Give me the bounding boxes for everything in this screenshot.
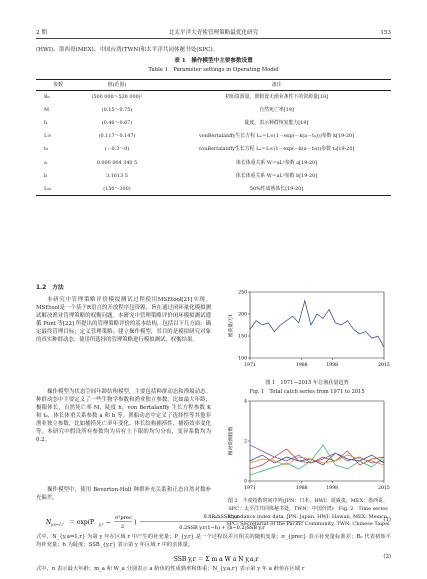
equation-1	[36, 510, 391, 532]
eq1-denominator: 0.2SSB y,r(1−h) + (h−0.2)SSB y,r	[179, 525, 265, 531]
issue-number: 2 期	[36, 30, 47, 36]
table-cell: B₀	[44, 93, 50, 100]
table-cell: 初始资源量，即假设无渔业条件下的资源量[18]	[225, 93, 328, 100]
x-tick-label: 1998	[326, 486, 339, 491]
figure1-caption-en: Fig. 1 Total catch series from 1971 to 2015	[249, 389, 365, 395]
eq1-equals: ＝ exp(P	[69, 519, 95, 526]
table-cell: vonBertalanffy生长方程 Lₐ＝L∞(1－exp(－k(a－t₀)))参数 k[19-20]	[199, 133, 354, 140]
table-title-en: Table 1 Parameter settings in Operating Model	[148, 67, 279, 73]
x-tick-label: 1998	[326, 363, 339, 368]
eq2-body: SSB y,r ＝ Σ m a W a N y,a,r	[173, 556, 259, 563]
table-cell: L∞	[44, 133, 52, 140]
table-cell: 体长体重关系 W＝aLᵇ参数 b[19-20]	[235, 172, 318, 179]
paragraph-method: 本研究中管理策略评价模拟测试过程使用MSEtool[21]实现。MSEtool是一个基于R语言的开放程序包资源，旨在通过闭环量化模拟测试解决渔业管理策略的权衡问题。本研究中管理策略评价闭环模拟测试遵循 Punt 等[22] 所提出的管理策略评价的基本结构，包括以下几方面：确定最终管理目标；定义管理策略；建立操作模型，其目的是模拟研究对象的真实种群动态；使用所选择的管理策略进行模拟测试，权衡结果。	[36, 297, 211, 343]
x-tick-label: 2015	[378, 363, 390, 368]
table-cell: (500 000～520 000)¹	[91, 93, 143, 100]
intro-line: (HWI)、墨西哥(MEX)、中国台湾(TWN)和太平洋共同体秘书处(SPC)。	[36, 47, 219, 53]
table-row	[36, 170, 391, 183]
equation-1-explanation: 式中，N_{y,a=1,r} 为第 y 年在区域 r 中产生的补充量；P_{y,r} 是一个过程误差且相关的随机变量；σ_{prec} 表示补充量标准差；R₀ 代表初始平均补充量；h 为陡度；SSB_{y,r} 表示第 y 年区域 r 中的亲体量。	[36, 534, 391, 549]
table-cell: t₀	[44, 146, 48, 153]
page-number: 153	[380, 30, 391, 36]
y-axis-label: 相对资源指数	[229, 426, 234, 456]
parameter-table	[36, 79, 391, 196]
table-header-row	[36, 80, 391, 91]
table-row	[36, 183, 391, 196]
table-cell: h	[44, 120, 48, 127]
table-row	[36, 130, 391, 143]
y-axis-label: 渔获量/万t	[229, 314, 234, 338]
table-row	[36, 90, 391, 103]
table-row	[36, 143, 391, 156]
table-cell: b	[44, 172, 48, 179]
table-cell: (0.117～0.147)	[98, 133, 136, 140]
table-cell: (150～300)	[72, 183, 162, 196]
table-cell: 0.000 004 340 5	[96, 159, 138, 166]
running-title: 北太平洋大青鲨管理策略最优化研究	[168, 30, 259, 36]
table-cell: 3.1613 5	[106, 172, 128, 179]
table-cell: (0.15～0.75)	[101, 106, 133, 113]
table-header-cell: 值(范围)	[72, 80, 162, 91]
series-line	[250, 301, 384, 347]
table-title-cn: 表 1 操作模型中主要参数设置	[174, 58, 253, 64]
y-tick-label: 250	[238, 290, 247, 296]
y-tick-label: 200	[238, 312, 247, 318]
table-cell: 自然死亡率[19]	[259, 106, 294, 113]
eq1-minus: −	[106, 519, 112, 526]
table-cell: L₅₀	[36, 183, 72, 196]
y-tick-label: 0	[244, 479, 247, 485]
y-tick-label: 2	[244, 439, 247, 445]
table-cell: 陡度，表示种群恢复能力[19]	[244, 120, 309, 127]
x-tick-label: 1988	[295, 363, 308, 368]
table-cell: (0.46～0.67)	[101, 120, 133, 127]
y-tick-label: 100	[238, 356, 247, 362]
eq1-numerator: 0.8R₀hSSB y,r	[203, 514, 239, 520]
table-cell: (－0.3～0)	[104, 146, 130, 153]
table-cell: vonBertalanffy生长方程 Lₐ＝L∞(1－exp(－k(a－t₀)))参数 t₀[19-20]	[198, 146, 355, 153]
x-tick-label: 2015	[378, 486, 390, 491]
eq1-lhs: N	[46, 519, 52, 526]
table-cell: 体长体重关系 W＝aLᵇ参数 a[19-20]	[235, 159, 318, 166]
eq1-close: )	[134, 519, 137, 526]
table-header-cell: 参数	[36, 80, 72, 91]
paragraph-recruitment: 操作模型中，使用 Beverton-Holt 种群补充关系和正态自然对数补充偏差，	[36, 487, 211, 501]
x-tick-label: 1971	[244, 363, 256, 368]
equation-2-number: (2)	[383, 554, 391, 560]
table-row	[36, 156, 391, 169]
table-row	[36, 104, 391, 117]
table-row	[36, 117, 391, 130]
figure1-caption-cn: 图 1 1971—2015 年总渔获量趋势	[265, 380, 349, 386]
table-cell: M	[44, 106, 50, 113]
x-tick-label: 1988	[295, 486, 308, 491]
figure2-caption: 图 2 丰度指数时间序列(JPN：日本，HWI：夏威夷，MEX：墨西哥，SPC：太平洋共同体秘书处，TWN：中国台湾) Fig. 2 Time series abundance index data, JPN: Japan, HWI: Hawaii, MEX: Mexico, SPC: Secretariat of the Pacific Community, TWN: Chinese Taipei	[226, 498, 390, 528]
eq1-lhs-sub: y,a=1,r	[51, 522, 64, 527]
equation-1-number: (1)	[383, 517, 391, 523]
abundance-index-chart	[222, 395, 392, 495]
table-cell: 50%性成熟体长[19-20]	[162, 183, 391, 196]
table-header-cell: 备注	[162, 80, 391, 91]
catch-trend-chart	[222, 286, 392, 376]
header-rule	[36, 38, 391, 39]
paragraph-operating-model: 操作模型为状态空间年龄结构模型，主要包括种群动态和渔船动态。种群动态中主要定义了一些生物学参数和渔业独立参数，比如最大年龄，极限体长，自然死亡率 M，陡度 h，von Bertalanffy 生长方程参数 K 和 t₀，体长体重关系参数 a 和 b 等。渔船动态中定义了选择性等其他非渔业独立参数，比如捕捞死亡率年变化、体长结构捕捞性、捕捞效率变化等。本研究中假设所有参数均为具有上下限的均匀分布，变异系数均为 0.2。	[36, 389, 211, 443]
table-cell: a	[44, 159, 47, 166]
section-heading: 1.2 方法	[36, 285, 64, 291]
eq1-two: 2	[121, 524, 125, 530]
equation-2-explanation: 式中，n 表示最大年龄；m_a 和 W_a 分别表示 a 龄鱼的性成熟率和体重；N_{y,a,r} 表示第 y 年 a 龄鱼在区域 r	[36, 566, 305, 572]
x-tick-label: 1971	[244, 486, 256, 491]
y-tick-label: 150	[238, 334, 247, 340]
eq1-p-sub: y,r	[99, 522, 104, 527]
eq1-sigma: σ²prec	[115, 515, 132, 521]
y-tick-label: 4	[244, 399, 247, 405]
equation-2	[36, 553, 391, 564]
